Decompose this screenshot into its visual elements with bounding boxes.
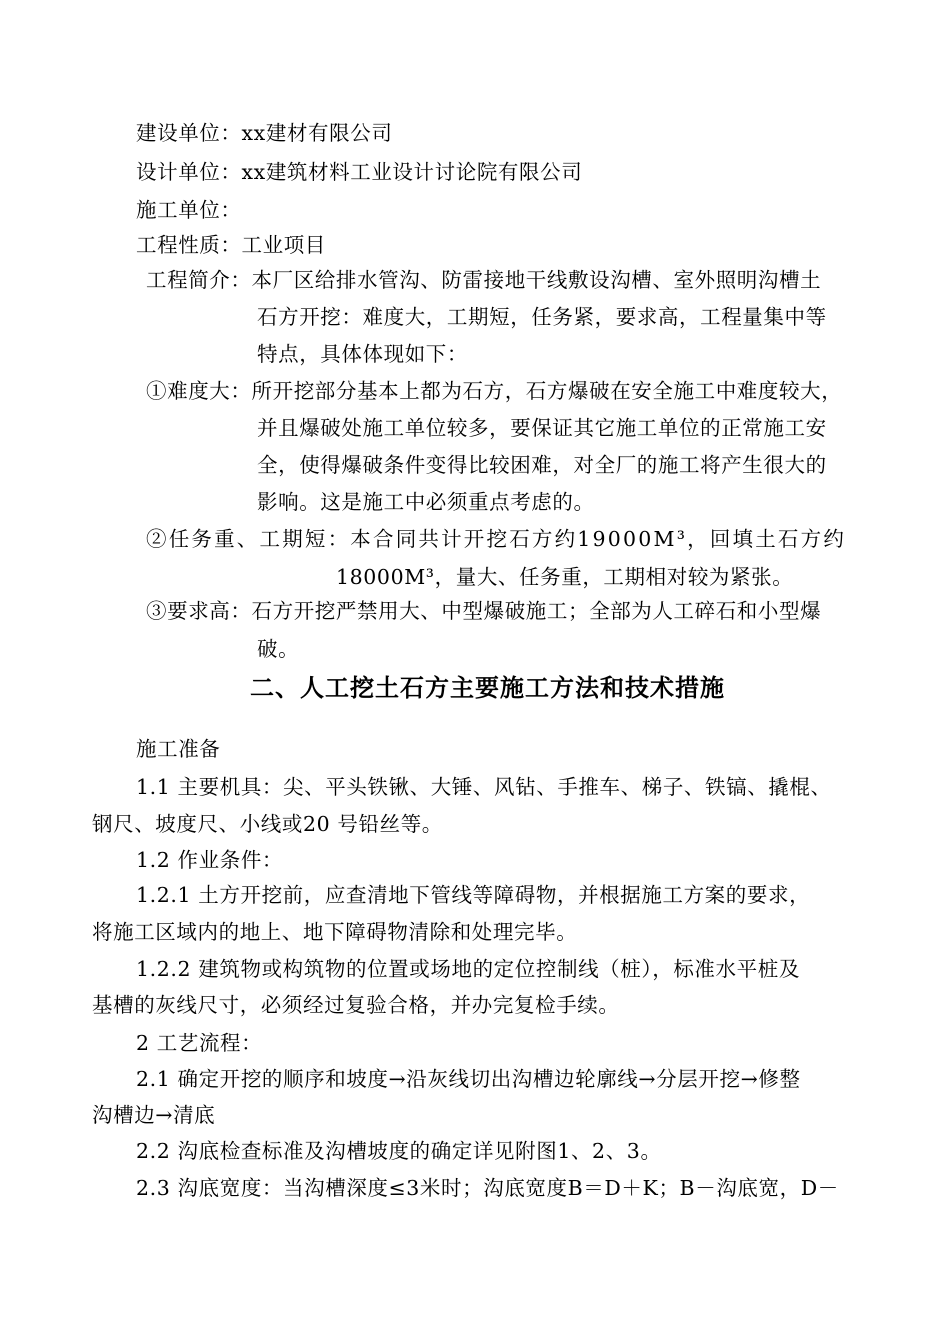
- difficulty-line-3: 全，使得爆破条件变得比较困难，对全厂的施工将产生很大的: [257, 453, 827, 477]
- intro-line-2: 石方开挖：难度大，工期短，任务紧，要求高，工程量集中等: [257, 305, 827, 329]
- requirement-line-1: ③要求高：石方开挖严禁用大、中型爆破施工；全部为人工碎石和小型爆: [146, 599, 822, 623]
- trench-width-line: 2.3 沟底宽度：当沟槽深度≤3米时；沟底宽度B＝D＋K；B－沟底宽，D－: [136, 1176, 839, 1200]
- tools-line-2: 钢尺、坡度尺、小线或20 号铅丝等。: [92, 812, 443, 836]
- section-title: 二、人工挖土石方主要施工方法和技术措施: [250, 673, 725, 702]
- difficulty-line-4: 影响。这是施工中必须重点考虑的。: [257, 490, 595, 514]
- difficulty-line-1: ①难度大：所开挖部分基本上都为石方，石方爆破在安全施工中难度较大，: [146, 379, 843, 403]
- condition-2-line-2: 基槽的灰线尺寸，必须经过复验合格，并办完复检手续。: [92, 993, 620, 1017]
- prep-heading: 施工准备: [136, 737, 221, 761]
- process-heading: 2 工艺流程：: [136, 1031, 263, 1055]
- intro-line-1: 工程简介：本厂区给排水管沟、防雷接地干线敷设沟槽、室外照明沟槽土: [146, 268, 822, 292]
- condition-1-line-2: 将施工区域内的地上、地下障碍物清除和处理完毕。: [92, 920, 578, 944]
- process-line-2: 沟槽边→清底: [92, 1103, 216, 1127]
- contractor-line: 施工单位：: [136, 198, 242, 222]
- nature-line: 工程性质：工业项目: [136, 233, 326, 257]
- requirement-line-2: 破。: [257, 637, 300, 661]
- condition-1-line-1: 1.2.1 土方开挖前，应查清地下管线等障碍物，并根据施工方案的要求，: [136, 883, 811, 907]
- designer-line: 设计单位：xx建筑材料工业设计讨论院有限公司: [136, 160, 583, 184]
- difficulty-line-2: 并且爆破处施工单位较多，要保证其它施工单位的正常施工安: [257, 416, 827, 440]
- intro-line-3: 特点，具体体现如下：: [257, 342, 468, 366]
- process-line-1: 2.1 确定开挖的顺序和坡度→沿灰线切出沟槽边轮廓线→分层开挖→修整: [136, 1067, 801, 1091]
- inspection-line: 2.2 沟底检查标准及沟槽坡度的确定详见附图1、2、3。: [136, 1139, 662, 1163]
- conditions-heading: 1.2 作业条件：: [136, 848, 284, 872]
- task-line-1: ②任务重、工期短：本合同共计开挖石方约19000M³，回填土石方约: [146, 527, 847, 551]
- condition-2-line-1: 1.2.2 建筑物或构筑物的位置或场地的定位控制线（桩），标准水平桩及: [136, 957, 800, 981]
- tools-line-1: 1.1 主要机具：尖、平头铁锹、大锤、风钻、手推车、梯子、铁镐、撬棍、: [136, 775, 832, 799]
- task-line-2: 18000M³，量大、任务重，工期相对较为紧张。: [336, 565, 794, 589]
- builder-line: 建设单位：xx建材有限公司: [136, 121, 393, 145]
